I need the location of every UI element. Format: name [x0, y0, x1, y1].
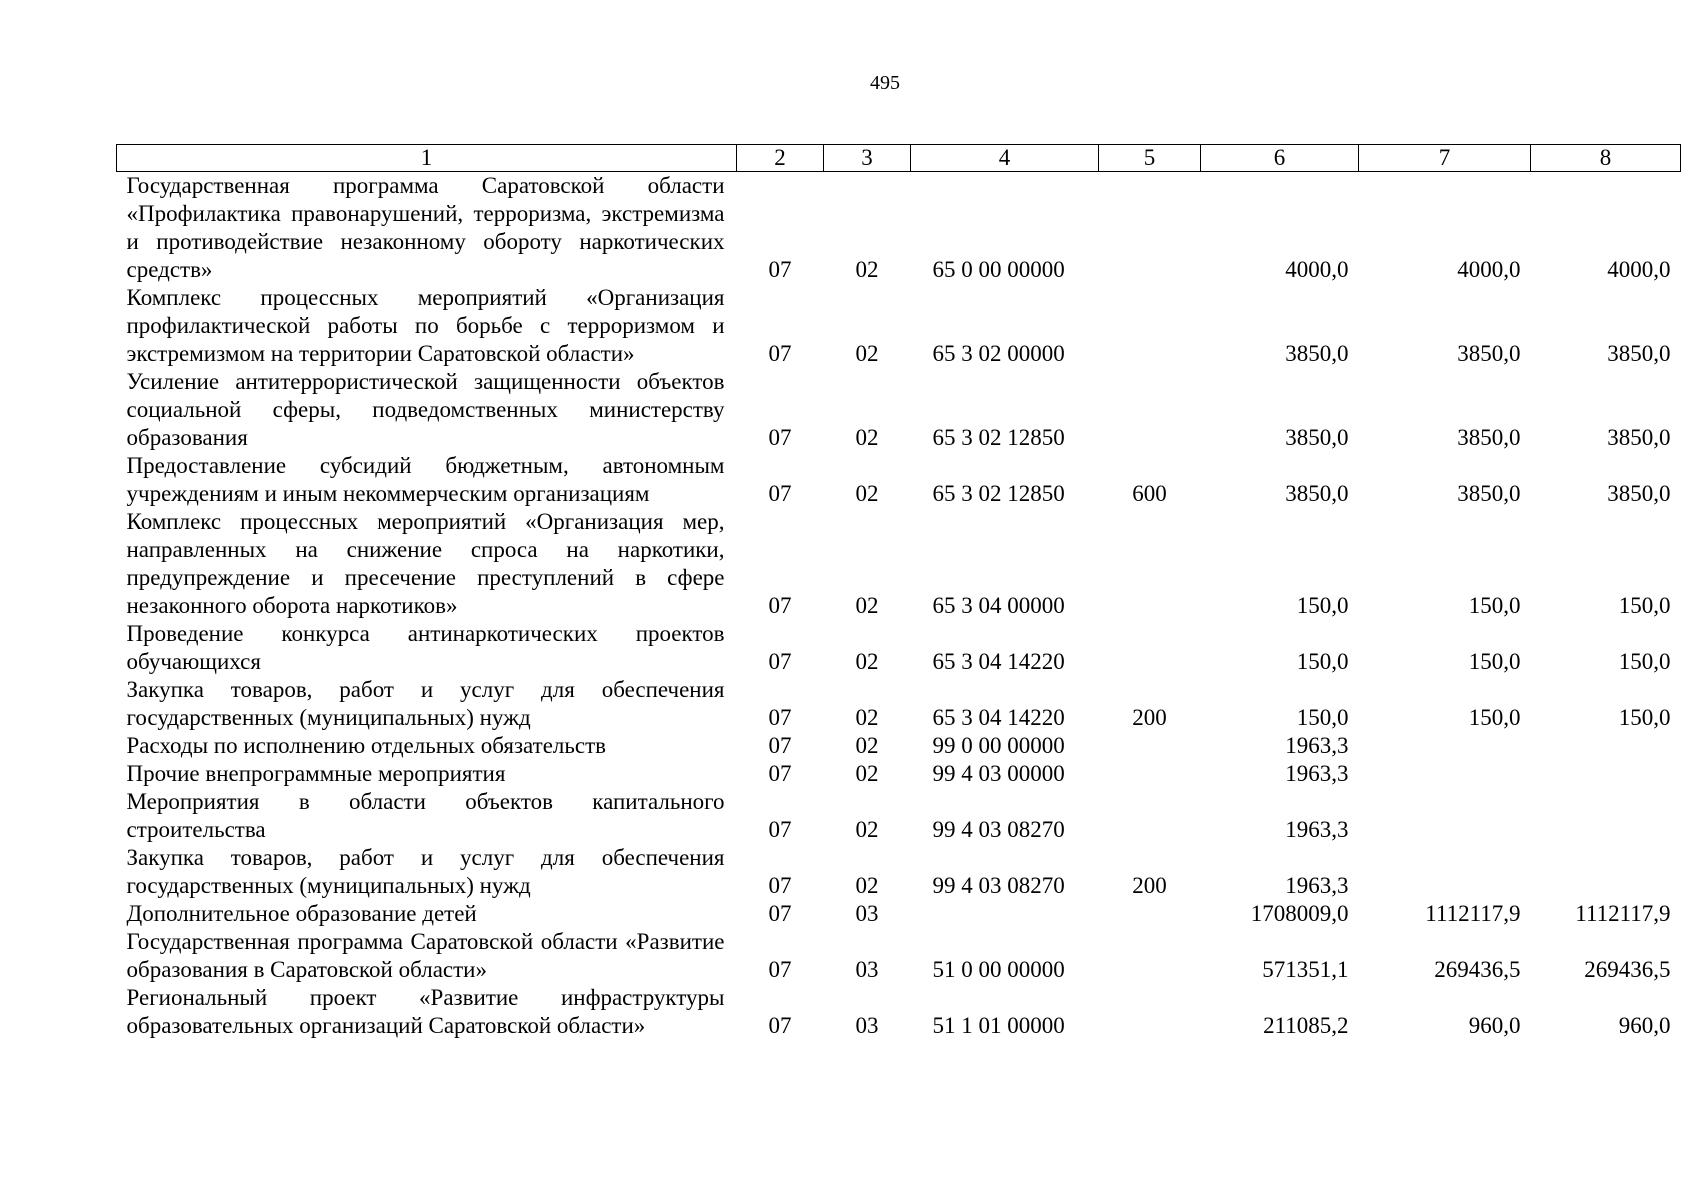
- row-amount-1: 3850,0: [1285, 481, 1349, 506]
- row-amount-2: 3850,0: [1457, 341, 1521, 366]
- table-row: [117, 620, 1681, 676]
- row-subsection: 02: [855, 425, 879, 450]
- row-subsection: 03: [855, 1013, 879, 1038]
- row-expense-type: 200: [1132, 873, 1167, 898]
- table-row: [117, 788, 1681, 844]
- row-subsection: 02: [855, 649, 879, 674]
- row-target-article: 65 3 02 12850: [932, 481, 1065, 506]
- row-section: 07: [768, 593, 792, 618]
- row-amount-3: [1531, 844, 1681, 900]
- row-name: Государственная программа Саратовской области «Профилактика правонарушений, терроризма, экстремизма и противодействие незаконному обороту наркотических средств»: [126, 173, 725, 282]
- row-section: 07: [768, 817, 792, 842]
- header-col-4: 4: [911, 145, 1099, 172]
- row-amount-3: 3850,0: [1607, 481, 1671, 506]
- table-row: [117, 984, 1681, 1040]
- row-amount-1: 1708009,0: [1250, 901, 1349, 926]
- row-subsection: 02: [855, 257, 879, 282]
- row-section: 07: [768, 425, 792, 450]
- row-expense-type: [1099, 732, 1201, 760]
- table-row: [117, 172, 1681, 285]
- table-header: [117, 145, 1681, 172]
- row-target-article: 65 3 04 14220: [932, 649, 1065, 674]
- row-name: Закупка товаров, работ и услуг для обеспечения государственных (муниципальных) нужд: [126, 845, 725, 898]
- row-amount-1: 150,0: [1296, 593, 1349, 618]
- row-name: Прочие внепрограммные мероприятия: [126, 761, 506, 786]
- row-expense-type: [1099, 508, 1201, 620]
- row-name: Усиление антитеррористической защищенности объектов социальной сферы, подведомственных министерству образования: [126, 369, 725, 450]
- row-amount-1: 571351,1: [1262, 957, 1349, 982]
- row-name: Комплекс процессных мероприятий «Организация профилактической работы по борьбе с терроризмом и экстремизмом на территории Саратовской области»: [126, 285, 725, 366]
- row-section: 07: [768, 341, 792, 366]
- row-expense-type: [1099, 760, 1201, 788]
- row-amount-3: [1531, 732, 1681, 760]
- row-subsection: 02: [855, 593, 879, 618]
- row-subsection: 02: [855, 761, 879, 786]
- header-row: [117, 145, 1681, 172]
- row-expense-type: [1099, 900, 1201, 928]
- table-row: [117, 732, 1681, 760]
- row-target-article: 99 0 00 00000: [932, 733, 1065, 758]
- row-amount-1: 3850,0: [1285, 341, 1349, 366]
- row-target-article: [911, 900, 1099, 928]
- row-subsection: 03: [855, 901, 879, 926]
- row-section: 07: [768, 649, 792, 674]
- header-col-3: 3: [824, 145, 911, 172]
- row-amount-1: 1963,3: [1285, 761, 1349, 786]
- row-target-article: 51 0 00 00000: [932, 957, 1065, 982]
- row-expense-type: [1099, 984, 1201, 1040]
- row-amount-2: 150,0: [1468, 705, 1521, 730]
- row-name: Расходы по исполнению отдельных обязательств: [126, 733, 606, 758]
- row-subsection: 03: [855, 957, 879, 982]
- row-amount-3: [1531, 788, 1681, 844]
- row-expense-type: [1099, 368, 1201, 452]
- table-row: [117, 676, 1681, 732]
- table-row: [117, 508, 1681, 620]
- row-section: 07: [768, 481, 792, 506]
- header-col-5: 5: [1099, 145, 1201, 172]
- row-amount-1: 4000,0: [1285, 257, 1349, 282]
- row-amount-3: 269436,5: [1584, 957, 1671, 982]
- row-expense-type: [1099, 620, 1201, 676]
- row-target-article: 99 4 03 08270: [932, 817, 1065, 842]
- row-section: 07: [768, 705, 792, 730]
- row-amount-1: 1963,3: [1285, 817, 1349, 842]
- row-amount-2: 3850,0: [1457, 425, 1521, 450]
- row-section: 07: [768, 257, 792, 282]
- row-section: 07: [768, 733, 792, 758]
- row-expense-type: [1099, 172, 1201, 285]
- row-amount-1: 211085,2: [1263, 1013, 1349, 1038]
- row-amount-1: 1963,3: [1285, 873, 1349, 898]
- row-amount-3: 3850,0: [1607, 341, 1671, 366]
- row-name: Предоставление субсидий бюджетным, автономным учреждениям и иным некоммерческим организациям: [126, 453, 725, 506]
- header-col-7: 7: [1359, 145, 1531, 172]
- row-amount-1: 150,0: [1296, 649, 1349, 674]
- row-amount-1: 3850,0: [1285, 425, 1349, 450]
- row-name: Региональный проект «Развитие инфраструктуры образовательных организаций Саратовской области»: [126, 985, 725, 1038]
- row-target-article: 65 3 04 00000: [932, 593, 1065, 618]
- row-name: Государственная программа Саратовской области «Развитие образования в Саратовской области»: [126, 929, 725, 982]
- row-subsection: 02: [855, 873, 879, 898]
- table-row: [117, 452, 1681, 508]
- row-target-article: 99 4 03 00000: [932, 761, 1065, 786]
- row-section: 07: [768, 761, 792, 786]
- row-name: Комплекс процессных мероприятий «Организация мер, направленных на снижение спроса на наркотики, предупреждение и пресечение преступлений в сфере незаконного оборота наркотиков»: [126, 509, 725, 618]
- row-expense-type: [1099, 284, 1201, 368]
- row-subsection: 02: [855, 817, 879, 842]
- row-subsection: 02: [855, 733, 879, 758]
- row-amount-3: [1531, 760, 1681, 788]
- row-amount-3: 1112117,9: [1575, 901, 1671, 926]
- row-amount-2: 150,0: [1468, 649, 1521, 674]
- table-body: [117, 172, 1681, 1041]
- row-amount-1: 1963,3: [1285, 733, 1349, 758]
- row-amount-2: 4000,0: [1457, 257, 1521, 282]
- row-amount-2: 269436,5: [1434, 957, 1521, 982]
- table-row: [117, 928, 1681, 984]
- row-amount-2: 150,0: [1468, 593, 1521, 618]
- row-target-article: 65 0 00 00000: [932, 257, 1065, 282]
- row-name: Дополнительное образование детей: [126, 901, 477, 926]
- row-name: Проведение конкурса антинаркотических проектов обучающихся: [126, 621, 725, 674]
- row-section: 07: [768, 957, 792, 982]
- row-section: 07: [768, 901, 792, 926]
- row-target-article: 99 4 03 08270: [932, 873, 1065, 898]
- header-col-6: 6: [1201, 145, 1359, 172]
- table-row: [117, 760, 1681, 788]
- row-expense-type: [1099, 928, 1201, 984]
- row-section: 07: [768, 1013, 792, 1038]
- row-amount-3: 150,0: [1618, 593, 1671, 618]
- row-amount-2: [1359, 844, 1531, 900]
- row-target-article: 65 3 04 14220: [932, 705, 1065, 730]
- row-amount-2: 960,0: [1468, 1013, 1521, 1038]
- row-amount-3: 960,0: [1618, 1013, 1671, 1038]
- row-amount-2: [1359, 732, 1531, 760]
- budget-table: [116, 144, 1681, 1040]
- table-row: [117, 844, 1681, 900]
- row-target-article: 51 1 01 00000: [932, 1013, 1065, 1038]
- row-subsection: 02: [855, 341, 879, 366]
- row-amount-2: [1359, 788, 1531, 844]
- header-col-2: 2: [737, 145, 824, 172]
- table-row: [117, 284, 1681, 368]
- table-row: [117, 368, 1681, 452]
- row-amount-2: 3850,0: [1457, 481, 1521, 506]
- row-amount-2: 1112117,9: [1425, 901, 1521, 926]
- row-target-article: 65 3 02 00000: [932, 341, 1065, 366]
- row-subsection: 02: [855, 705, 879, 730]
- header-col-1: 1: [117, 145, 737, 172]
- row-name: Закупка товаров, работ и услуг для обеспечения государственных (муниципальных) нужд: [126, 677, 725, 730]
- row-expense-type: 200: [1132, 705, 1167, 730]
- row-target-article: 65 3 02 12850: [932, 425, 1065, 450]
- row-section: 07: [768, 873, 792, 898]
- row-amount-3: 3850,0: [1607, 425, 1671, 450]
- page-number: 495: [870, 72, 900, 94]
- row-expense-type: 600: [1132, 481, 1167, 506]
- header-col-8: 8: [1531, 145, 1681, 172]
- row-subsection: 02: [855, 481, 879, 506]
- row-amount-3: 4000,0: [1607, 257, 1671, 282]
- row-amount-3: 150,0: [1618, 705, 1671, 730]
- row-expense-type: [1099, 788, 1201, 844]
- row-amount-2: [1359, 760, 1531, 788]
- row-amount-3: 150,0: [1618, 649, 1671, 674]
- table-row: [117, 900, 1681, 928]
- row-amount-1: 150,0: [1296, 705, 1349, 730]
- row-name: Мероприятия в области объектов капитального строительства: [126, 789, 725, 842]
